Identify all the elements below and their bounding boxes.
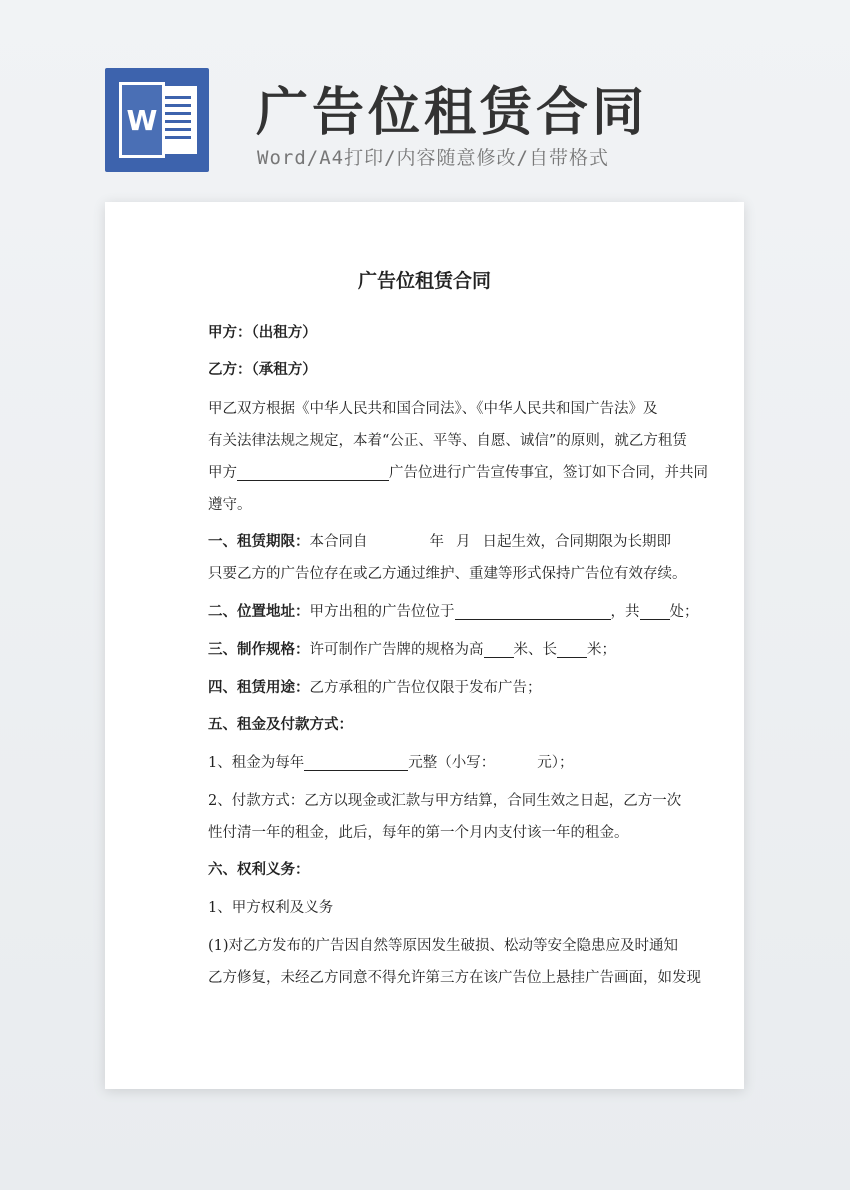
intro-line-4: 遵守。 — [208, 497, 252, 513]
s1-year: 年 — [429, 534, 444, 550]
s5-i1c: 元）； — [537, 755, 574, 771]
length-blank[interactable] — [557, 639, 587, 658]
word-letter: W — [119, 82, 165, 158]
address-blank[interactable] — [455, 601, 611, 620]
s3-b: 米、长 — [513, 642, 557, 658]
intro-line-1: 甲乙双方根据《中华人民共和国合同法》、《中华人民共和国广告法》及 — [208, 401, 658, 417]
section-4-heading: 四、租赁用途： — [208, 679, 310, 696]
section-5-item-2-line-1: 2、付款方式：乙方以现金或汇款与甲方结算，合同生效之日起，乙方一次 — [208, 793, 682, 809]
intro-l3-a: 甲方 — [208, 465, 237, 481]
s5-i1a: 1、租金为每年 — [208, 755, 305, 771]
party-b-line: 乙方：（承租方） — [208, 361, 317, 378]
s3-c: 米； — [587, 642, 616, 658]
header-title: 广告位租赁合同 — [256, 83, 649, 143]
header-subtitle: Word/A4打印/内容随意修改/自带格式 — [257, 147, 609, 169]
s2-b: ，共 — [610, 604, 640, 620]
section-6-para-1-line-2: 乙方修复，未经乙方同意不得允许第三方在该广告位上悬挂广告画面，如发现 — [208, 970, 701, 986]
section-2-line — [208, 596, 699, 628]
section-6-item-1: 1、甲方权利及义务 — [208, 900, 334, 916]
document-page — [105, 202, 744, 1089]
lessor-blank[interactable] — [237, 462, 389, 481]
rent-amount-blank[interactable] — [304, 752, 408, 771]
document-title: 广告位租赁合同 — [357, 270, 491, 292]
section-1-line-2: 只要乙方的广告位存在或乙方通过维护、重建等形式保持广告位有效存续。 — [208, 566, 687, 582]
s1-a: 本合同自 — [309, 534, 368, 550]
section-3-heading: 三、制作规格： — [208, 641, 310, 658]
s4-a: 乙方承租的广告位仅限于发布广告； — [309, 680, 542, 696]
s1-d: 日起生效，合同期限为长期即 — [482, 534, 671, 550]
section-3-line — [208, 634, 642, 666]
count-blank[interactable] — [640, 601, 670, 620]
section-5-heading: 五、租金及付款方式： — [208, 716, 353, 733]
intro-l3-b: 广告位进行广告宣传事宜，签订如下合同，并共同 — [389, 465, 708, 481]
section-4-line — [208, 672, 642, 704]
section-6-para-1-line-1: (1)对乙方发布的广告因自然等原因发生破损、松动等安全隐患应及时通知 — [208, 938, 679, 954]
section-5-item-1 — [208, 747, 642, 779]
section-5-item-2-line-2: 性付清一年的租金，此后，每年的第一个月内支付该一年的租金。 — [208, 825, 629, 841]
s5-i1b: 元整（小写： — [408, 755, 496, 771]
s1-month: 月 — [456, 534, 471, 550]
word-document-icon — [105, 68, 209, 172]
intro-line-3 — [208, 457, 708, 489]
intro-line-2: 有关法律法规之规定，本着“公正、平等、自愿、诚信”的原则，就乙方租赁 — [208, 433, 687, 449]
party-a-line: 甲方：（出租方） — [208, 324, 317, 341]
section-1-heading: 一、租赁期限： — [208, 533, 310, 550]
section-1-line-1 — [208, 526, 671, 558]
s2-c: 处； — [669, 604, 699, 620]
s2-a: 甲方出租的广告位位于 — [309, 604, 455, 620]
height-blank[interactable] — [484, 639, 514, 658]
section-6-heading: 六、权利义务： — [208, 861, 310, 878]
section-2-heading: 二、位置地址： — [208, 603, 310, 620]
s3-a: 许可制作广告牌的规格为高 — [309, 642, 484, 658]
